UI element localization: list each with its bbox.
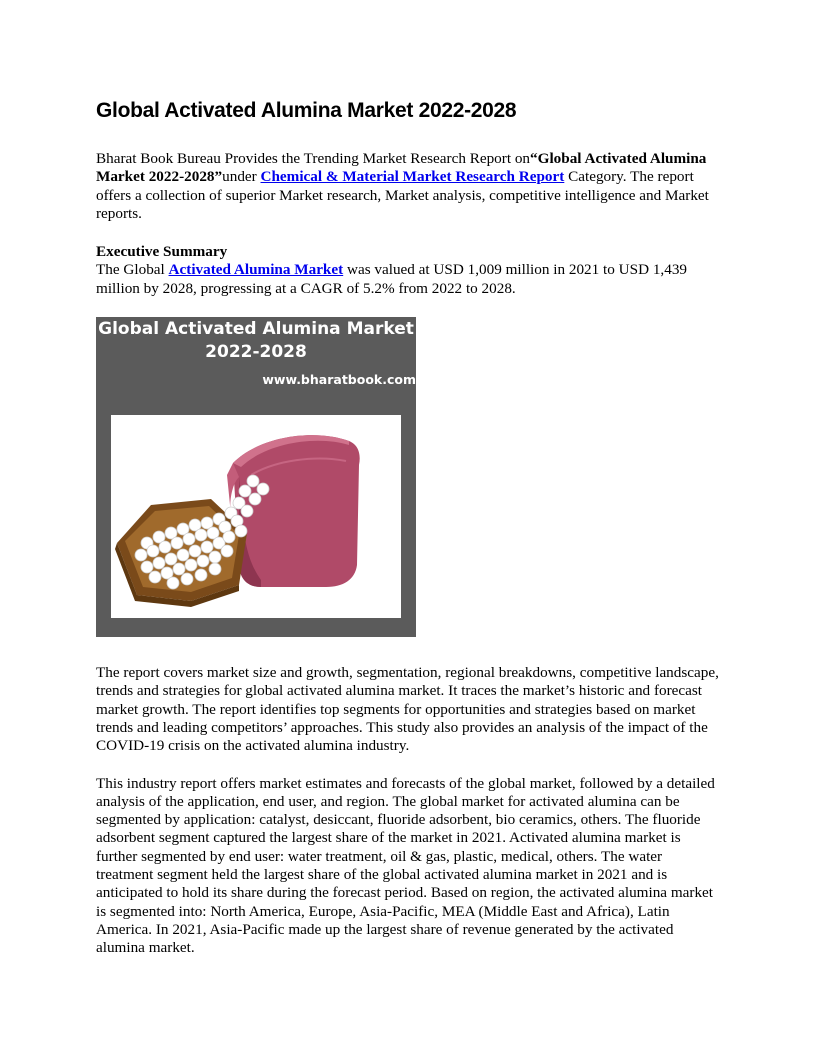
- intro-report-title: “Global Activated Alumina Market 2022-2028”: [96, 150, 707, 186]
- figure-url: www.bharatbook.com: [262, 372, 416, 388]
- alumina-product-photo: [111, 415, 401, 618]
- page-title: Global Activated Alumina Market 2022-2028: [96, 99, 517, 122]
- intro-text-1: Bharat Book Bureau Provides the Trending Market Research Report on: [96, 150, 531, 167]
- document-page: [96, 96, 722, 958]
- exec-text-1: The Global: [96, 261, 169, 279]
- exec-text-2: was valued at USD 1,009 million in 2021 to USD 1,439 million by 2028, progressing at a CAGR of 5.2% from 2022 to 2028.: [96, 261, 688, 297]
- intro-text-3: Category. The report offers a collection of superior Market research, Market analysis, competitive intelligence and Market reports.: [96, 168, 709, 222]
- report-coverage-paragraph: The report covers market size and growth, segmentation, regional breakdowns, competitive landscape, trends and strategies for global activated alumina market. It traces the market’s historic and forecast market growth. The report identifies top segments for opportunities and strategies based on market trends and leading competitors’ approaches. This study also provides an analysis of the impact of the COVID-19 crisis on the activated alumina industry.: [96, 664, 719, 755]
- category-link[interactable]: Chemical & Material Market Research Report: [260, 168, 565, 186]
- market-link[interactable]: Activated Alumina Market: [168, 261, 344, 279]
- alumina-beads-illustration: [111, 415, 401, 618]
- segmentation-paragraph: This industry report offers market estimates and forecasts of the global market, followed by a detailed analysis of the application, end user, and region. The global market for activated alumina can be segmented by application: catalyst, desiccant, fluoride adsorbent, bio ceramics, others. The fluoride adsorbent segment captured the largest share of the market in 2021. Activated alumina market is further segmented by end user: water treatment, oil & gas, plastic, medical, others. The water treatment segment held the largest share of the global activated alumina market in 2021 and is anticipated to hold its share during the forecast period. Based on region, the activated alumina market is segmented into: North America, Europe, Asia-Pacific, MEA (Middle East and Africa), Latin America. In 2021, Asia-Pacific made up the largest share of revenue generated by the activated alumina market.: [96, 774, 715, 957]
- intro-paragraph: [96, 150, 722, 223]
- executive-summary: [96, 243, 722, 298]
- executive-summary-heading: Executive Summary: [96, 243, 228, 261]
- intro-text-2: under: [222, 168, 261, 186]
- figure-title: Global Activated Alumina Market 2022-2028: [98, 319, 414, 363]
- report-cover-image: [96, 317, 416, 637]
